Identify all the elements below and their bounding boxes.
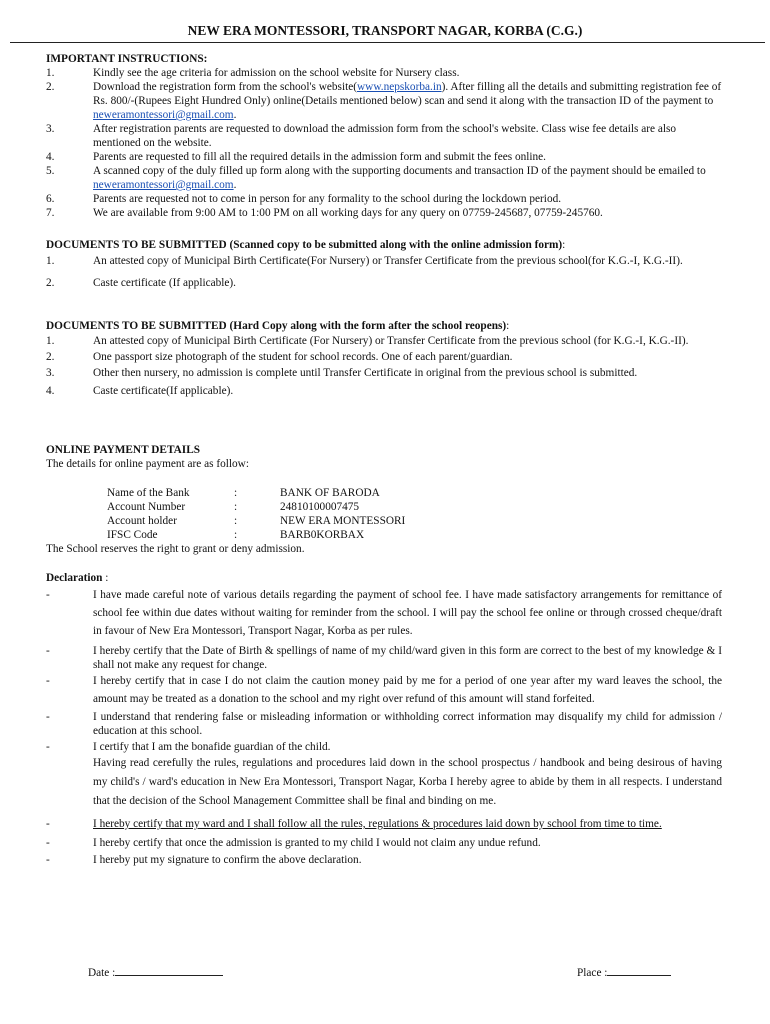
title-divider xyxy=(10,42,765,43)
list-item: 3. Other then nursery, no admission is complete until Transfer Certificate in original from the previous school is submitted. xyxy=(46,367,638,379)
list-item: 3. After registration parents are requested to download the admission form from the school's website. Class wise fee details are also mentioned on the website. xyxy=(46,123,677,149)
table-row: IFSC Code : BARB0KORBAX xyxy=(107,529,365,541)
list-item: 4. Parents are requested to fill all the required details in the admission form and submit the fees online. xyxy=(46,151,547,163)
payment-intro: The details for online payment are as follow: xyxy=(46,458,249,470)
document-title: NEW ERA MONTESSORI, TRANSPORT NAGAR, KORBA (C.G.) xyxy=(187,23,583,38)
payment-heading: ONLINE PAYMENT DETAILS xyxy=(46,444,201,456)
list-item: - I hereby certify that in case I do not claim the caution money paid by me for a period of one year after my ward leaves the school, the amount may be treated as a donation to the school and my right over refund of this amount will stand forfeited. xyxy=(46,675,722,705)
signature-footer xyxy=(88,966,678,980)
list-item: - I hereby certify that the Date of Birth & spellings of name of my child/ward given in this form are correct to the best of my knowledge & I shall not make any request for change. xyxy=(46,645,722,671)
documents-online-section xyxy=(46,238,726,290)
place-field[interactable]: Place : xyxy=(577,966,671,980)
school-email-link[interactable]: neweramontessori@gmail.com xyxy=(93,179,234,191)
list-item: - I hereby put my signature to confirm the above declaration. xyxy=(46,854,362,866)
table-row: Account holder : NEW ERA MONTESSORI xyxy=(107,515,406,527)
list-item: 7. We are available from 9:00 AM to 1:00 PM on all working days for any query on 07759-245687, 07759-245760. xyxy=(46,207,603,219)
table-row: Account Number : 24810100007475 xyxy=(107,501,360,513)
documents-online-heading: DOCUMENTS TO BE SUBMITTED (Scanned copy to be submitted along with the online admission form): xyxy=(46,239,566,251)
list-item: 1. An attested copy of Municipal Birth Certificate(For Nursery) or Transfer Certificate from the previous school(for K.G.-I, K.G.-II). xyxy=(46,255,683,267)
list-item: 6. Parents are requested not to come in person for any formality to the school during the lockdown period. xyxy=(46,193,562,205)
date-field[interactable]: Date : xyxy=(88,967,223,979)
list-item: - I understand that rendering false or misleading information or withholding correct information may disqualify my child for admission / education at this school. xyxy=(46,711,722,737)
instructions-section xyxy=(46,52,726,220)
list-item: 4. Caste certificate(If applicable). xyxy=(46,385,234,397)
table-row: Name of the Bank : BANK OF BARODA xyxy=(107,487,380,499)
declaration-heading: Declaration : xyxy=(46,572,109,584)
list-item: - I certify that I am the bonafide guardian of the child. xyxy=(46,741,331,753)
list-item: 2. Download the registration form from the school's website(www.nepskorba.in). After filling all the details and submitting registration fee of Rs. 800/-(Rupees Eight Hundred Only) online(Details mentioned below) scan and send it along with the transaction ID of the payment to neweramontessori@gmail.com. xyxy=(46,81,722,121)
payment-section xyxy=(46,443,726,471)
documents-hardcopy-heading: DOCUMENTS TO BE SUBMITTED (Hard Copy along with the form after the school reopens): xyxy=(46,320,510,332)
list-item: - I hereby certify that my ward and I shall follow all the rules, regulations & procedures laid down by school from time to time. xyxy=(46,818,662,830)
school-website-link[interactable]: www.nepskorba.in xyxy=(357,81,442,93)
list-item: 1. Kindly see the age criteria for admission on the school website for Nursery class. xyxy=(46,67,460,79)
list-item: Having read cerefully the rules, regulations and procedures laid down in the school prospectus / handbook and being desirous of having my child's / ward's education in New Era Montessori, Transport Nagar, Korba I hereby agree to abide by them in all respects. I understand that the decision of the School Management Committee shall be final and binding on me. xyxy=(93,757,722,807)
list-item: - I have made careful note of various details regarding the payment of school fee. I have made satisfactory arrangements for remittance of school fee within due dates without waiting for reminder from the school. I will pay the school fee online or through crossed cheque/draft in favour of New Era Montessori, Transport Nagar, Korba as per rules. xyxy=(46,589,722,637)
school-email-link[interactable]: neweramontessori@gmail.com xyxy=(93,109,234,121)
admission-note: The School reserves the right to grant or deny admission. xyxy=(46,543,305,555)
list-item: 5. A scanned copy of the duly filled up form along with the supporting documents and transaction ID of the payment should be emailed to neweramontessori@gmail.com. xyxy=(46,165,706,191)
list-item: - I hereby certify that once the admission is granted to my child I would not claim any undue refund. xyxy=(46,837,541,849)
declaration-section xyxy=(46,571,722,867)
list-item: 2. One passport size photograph of the student for school records. One of each parent/guardian. xyxy=(46,351,513,363)
place-blank-line[interactable] xyxy=(607,975,671,976)
list-item: 2. Caste certificate (If applicable). xyxy=(46,277,237,289)
date-blank-line[interactable] xyxy=(115,975,223,976)
documents-hardcopy-section xyxy=(46,319,726,398)
list-item: 1. An attested copy of Municipal Birth Certificate (For Nursery) or Transfer Certificate from the previous school (for K.G.-I, K.G.-II). xyxy=(46,335,689,347)
instructions-heading: IMPORTANT INSTRUCTIONS: xyxy=(46,53,208,65)
bank-details-table xyxy=(107,486,467,542)
